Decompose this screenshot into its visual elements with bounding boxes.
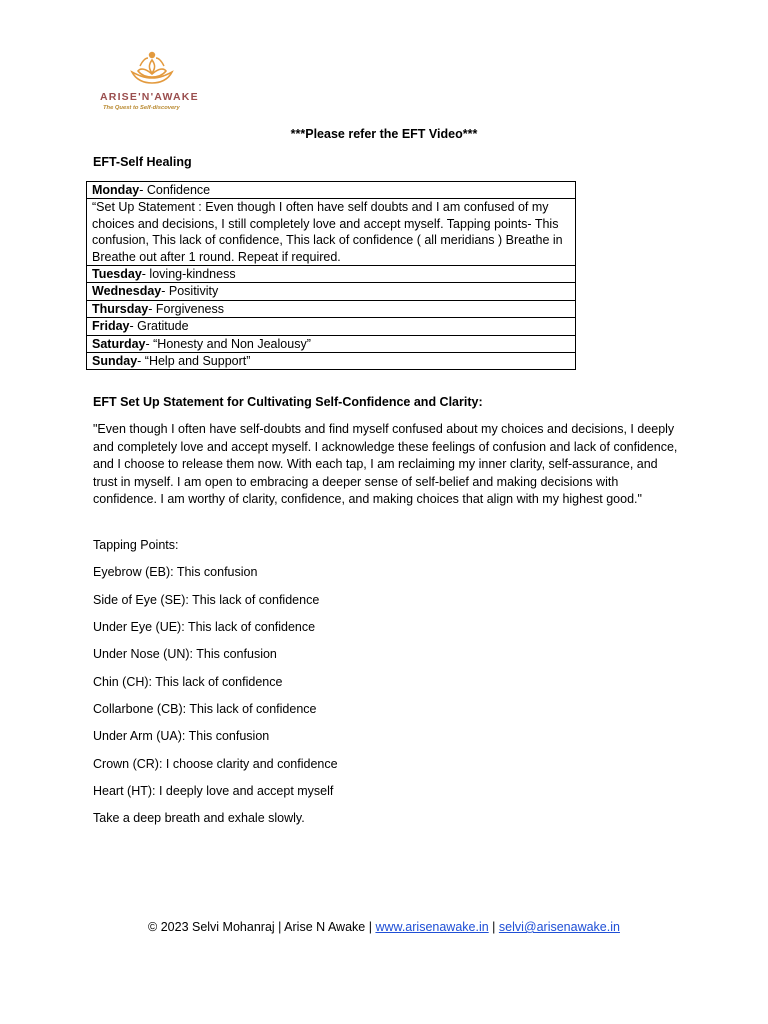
day-label: Friday: [92, 319, 130, 334]
footer-separator: |: [488, 920, 499, 934]
logo-name: ARISE'N'AWAKE: [100, 91, 199, 103]
footer-copyright: © 2023 Selvi Mohanraj | Arise N Awake |: [148, 920, 376, 934]
video-notice: ***Please refer the EFT Video***: [290, 127, 478, 141]
tapping-points-title: Tapping Points:: [93, 538, 179, 552]
day-theme: - Confidence: [139, 183, 211, 197]
section-title-setup-statement: EFT Set Up Statement for Cultivating Self-Confidence and Clarity:: [93, 395, 483, 409]
day-theme: - Positivity: [161, 284, 219, 299]
table-row: [87, 318, 576, 335]
website-link[interactable]: www.arisenawake.in: [375, 920, 489, 934]
day-theme: - Gratitude: [129, 319, 189, 334]
weekly-schedule-table: [86, 181, 576, 370]
tapping-point-item: Under Nose (UN): This confusion: [93, 647, 277, 661]
tapping-point-item: Side of Eye (SE): This lack of confidence: [93, 593, 320, 607]
day-label: Monday: [92, 183, 140, 197]
tapping-point-item: Under Arm (UA): This confusion: [93, 729, 270, 743]
tapping-point-item: Heart (HT): I deeply love and accept myself: [93, 784, 334, 798]
day-label: Tuesday: [92, 267, 142, 282]
brand-logo: [100, 46, 204, 116]
day-label: Wednesday: [92, 284, 162, 299]
lotus-meditation-icon: [128, 46, 176, 90]
table-row: [87, 283, 576, 300]
table-row: [87, 353, 576, 370]
schedule-cell: [87, 283, 576, 300]
setup-statement-cell: “Set Up Statement : Even though I often have self doubts and I am confused of my choices and decisions, I still completely love and accept myself. Tapping points- This confusion, This lack of confidence, This lack of confidence ( all meridians ) Breathe in Breathe out after 1 round. Repeat if required.: [87, 199, 576, 266]
day-theme: - loving-kindness: [141, 267, 236, 282]
tapping-point-item: Chin (CH): This lack of confidence: [93, 675, 283, 689]
day-theme: - “Honesty and Non Jealousy”: [145, 336, 311, 351]
day-label: Sunday: [92, 354, 138, 369]
schedule-cell: [87, 318, 576, 335]
schedule-cell: [87, 353, 576, 370]
day-theme: - Forgiveness: [148, 301, 224, 316]
schedule-cell: [87, 300, 576, 317]
closing-instruction: Take a deep breath and exhale slowly.: [93, 811, 305, 825]
day-label: Thursday: [92, 301, 149, 316]
logo-tagline: The Quest to Self-discovery: [103, 105, 180, 111]
email-link[interactable]: selvi@arisenawake.in: [498, 920, 620, 934]
tapping-point-item: Crown (CR): I choose clarity and confidence: [93, 757, 338, 771]
table-row: [87, 182, 576, 199]
table-row: [87, 300, 576, 317]
table-row: [87, 199, 576, 266]
tapping-point-item: Under Eye (UE): This lack of confidence: [93, 620, 316, 634]
setup-statement-paragraph: "Even though I often have self-doubts and find myself confused about my choices and decisions, I deeply and completely love and accept myself. I acknowledge these feelings of confusion and lack of confidence, and I choose to release them now. With each tap, I am reclaiming my inner clarity, self-assurance, and trust in myself. I am open to embracing a deeper sense of self-belief and making decisions with confidence. I am worthy of clarity, confidence, and making choices that align with my highest good.": [93, 422, 678, 506]
table-row: [87, 335, 576, 352]
schedule-cell: [87, 335, 576, 352]
schedule-cell: [87, 182, 576, 199]
table-row: [87, 266, 576, 283]
day-theme: - “Help and Support”: [137, 354, 251, 369]
tapping-point-item: Collarbone (CB): This lack of confidence: [93, 702, 317, 716]
day-label: Saturday: [92, 336, 146, 351]
section-title-self-healing: EFT-Self Healing: [93, 155, 192, 169]
tapping-point-item: Eyebrow (EB): This confusion: [93, 565, 258, 579]
page-footer: [0, 920, 768, 934]
schedule-cell: [87, 266, 576, 283]
